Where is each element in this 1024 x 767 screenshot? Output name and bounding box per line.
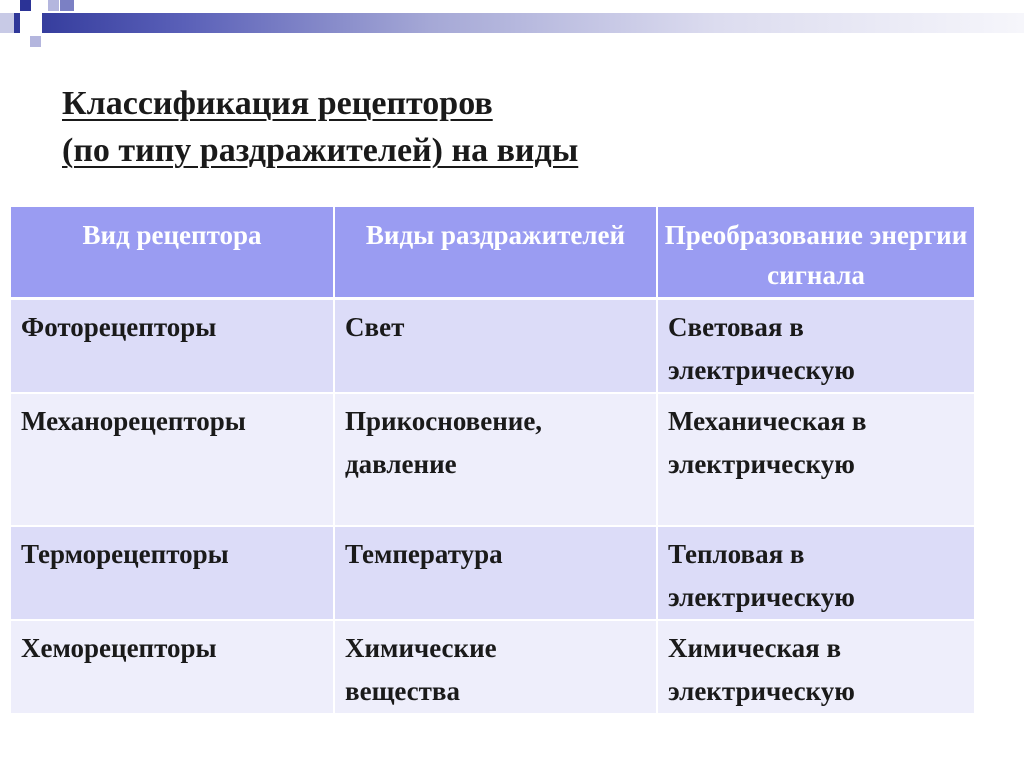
slide-title-line-1: Классификация рецепторов	[62, 85, 493, 122]
cell-text: Фоторецепторы	[21, 312, 217, 342]
decorative-square	[30, 36, 41, 47]
header-stimulus-types	[334, 207, 657, 299]
cell-conversion	[657, 526, 974, 620]
header-text: Преобразование	[664, 220, 863, 250]
cell-text: Свет	[345, 312, 405, 342]
cell-receptor	[11, 620, 334, 714]
cell-receptor	[11, 526, 334, 620]
receptor-classification-table	[11, 207, 974, 715]
header-text: раздражителей	[440, 220, 626, 250]
header-receptor-type	[11, 207, 334, 299]
cell-stimulus	[334, 299, 657, 394]
cell-text: электрическую	[668, 355, 855, 385]
cell-text: Химическая в	[668, 633, 842, 663]
cell-stimulus	[334, 526, 657, 620]
cell-text: электрическую	[668, 582, 855, 612]
slide-title-line-2: (по типу раздражителей) на виды	[62, 132, 579, 169]
cell-receptor	[11, 299, 334, 394]
decorative-square	[20, 13, 42, 33]
cell-text: Химические	[345, 633, 497, 663]
cell-text: Хеморецепторы	[21, 633, 217, 663]
slide-title	[62, 80, 578, 174]
cell-conversion	[657, 299, 974, 394]
header-text: Виды	[365, 220, 435, 250]
decorative-square	[48, 0, 59, 11]
cell-text: Температура	[345, 539, 503, 569]
cell-text: электрическую	[668, 676, 855, 706]
cell-text: Тепловая в	[668, 539, 805, 569]
table-row	[11, 620, 974, 714]
table-row	[11, 299, 974, 394]
decorative-square	[0, 13, 14, 33]
table-row	[11, 393, 974, 526]
cell-text: Терморецепторы	[21, 539, 229, 569]
table-header-row	[11, 207, 974, 299]
cell-text: Механическая в	[668, 406, 867, 436]
cell-text: вещества	[345, 676, 461, 706]
cell-text: Световая в	[668, 312, 804, 342]
decorative-square	[60, 0, 74, 11]
cell-conversion	[657, 393, 974, 526]
header-energy-conversion	[657, 207, 974, 299]
decorative-top-band	[0, 13, 1024, 33]
cell-stimulus	[334, 620, 657, 714]
cell-stimulus	[334, 393, 657, 526]
cell-text: Механорецепторы	[21, 406, 246, 436]
cell-text: давление	[345, 449, 457, 479]
cell-text: Прикосновение,	[345, 406, 543, 436]
table-row	[11, 526, 974, 620]
header-text: энергии сигнала	[767, 220, 968, 290]
cell-receptor	[11, 393, 334, 526]
cell-text: электрическую	[668, 449, 855, 479]
decorative-square	[20, 0, 31, 11]
cell-conversion	[657, 620, 974, 714]
header-text: Вид рецептора	[82, 220, 262, 250]
